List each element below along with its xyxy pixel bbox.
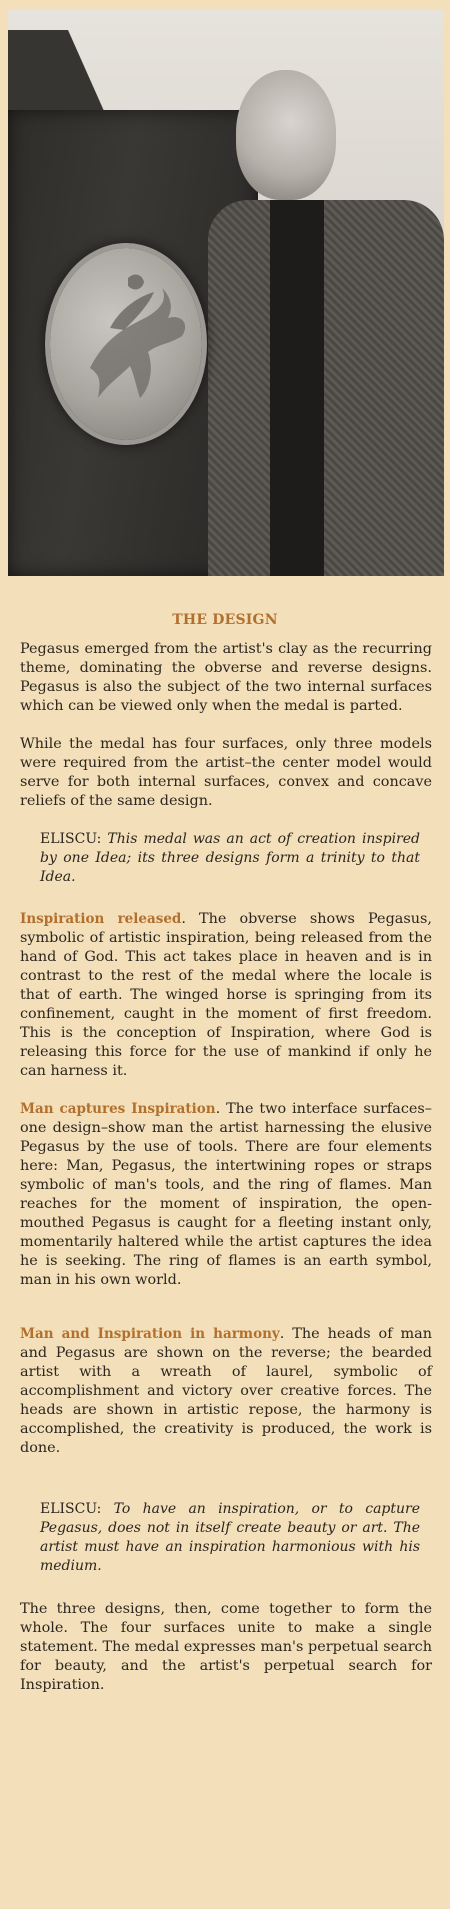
artist-figure xyxy=(208,50,444,576)
quote-medium xyxy=(40,1500,420,1576)
paragraph-text: . The heads of man and Pegasus are shown on the reverse; the bearded artist with a wreath of laurel, symbolic of accomplishment and victory over creative forces. The heads are shown in artistic repose, the harmony is accomplished, the creativity is produced, the work is done. xyxy=(20,1326,433,1456)
artist-head xyxy=(236,70,336,200)
paragraph-inspiration-released xyxy=(20,910,432,1081)
quote-text: To have an inspiration, or to capture Pegasus, does not in itself create beauty or art. The artist must have an inspiration harmonious with his medium. xyxy=(40,1501,421,1574)
paragraph-harmony xyxy=(20,1325,432,1458)
subhead-harmony: Man and Inspiration in harmony xyxy=(20,1326,280,1342)
dark-shirt xyxy=(270,200,324,576)
artist-photo xyxy=(8,10,444,576)
paragraph-conclusion: The three designs, then, come together to form the whole. The four surfaces unite to make a single statement. The medal expresses man's perpetual search for beauty, and the artist's perpetual search for Inspiration. xyxy=(20,1601,432,1693)
quote-text: This medal was an act of creation inspired by one Idea; its three designs form a trinity to that Idea. xyxy=(40,831,420,885)
paragraph-text: . The two interface surfaces–one design–show man the artist harnessing the elusive Pegasus by the use of tools. There are four elements here: Man, Pegasus, the intertwining ropes or straps symbolic of man's tools, and the ring of flames. Man reaches for the moment of inspiration, the open-mouthed Pegasus is caught for a fleeting instant only, momentarily haltered while the artist captures the idea he is seeking. The ring of flames is an earth symbol, man in his own world. xyxy=(20,1101,432,1288)
quote-trinity xyxy=(40,830,420,887)
subhead-man-captures: Man captures Inspiration xyxy=(20,1101,216,1117)
pegasus-medal-relief xyxy=(50,248,202,440)
quote-speaker: ELISCU: xyxy=(40,1501,102,1517)
pegasus-relief-icon xyxy=(50,248,202,440)
quote-speaker: ELISCU: xyxy=(40,831,102,847)
subhead-inspiration-released: Inspiration released xyxy=(20,911,182,927)
paragraph-intro: Pegasus emerged from the artist's clay as the recurring theme, dominating the obverse and reverse designs. Pegasus is also the subject of the two internal surfaces which can be viewed only when the medal is parted. xyxy=(20,641,432,714)
section-title: THE DESIGN xyxy=(172,612,278,628)
tweed-coat xyxy=(208,200,444,576)
paragraph-man-captures xyxy=(20,1100,432,1290)
paragraph-text: . The obverse shows Pegasus, symbolic of artistic inspiration, being released from the hand of God. This act takes place in heaven and is in contrast to the rest of the medal where the locale is that of earth. The winged horse is springing from its confinement, caught in the moment of first freedom. This is the conception of Inspiration, where God is releasing this force for the use of mankind if only he can harness it. xyxy=(20,911,432,1079)
paragraph-surfaces: While the medal has four surfaces, only three models were required from the artist–the center model would serve for both internal surfaces, convex and concave reliefs of the same design. xyxy=(20,736,432,809)
